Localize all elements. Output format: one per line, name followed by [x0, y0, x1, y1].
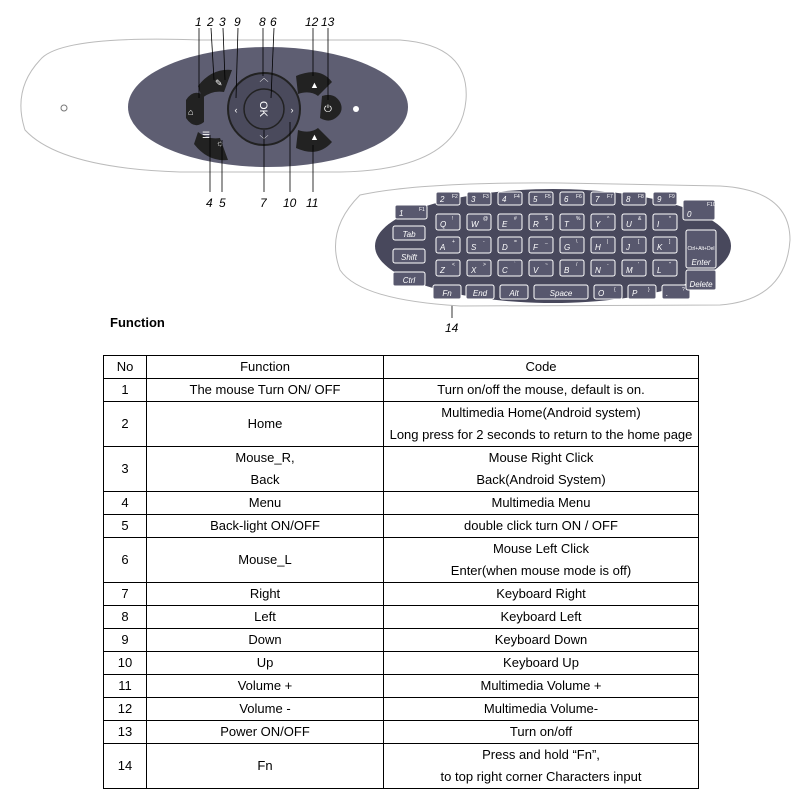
cell-function [147, 652, 384, 675]
key-k-r3-label: K [657, 243, 663, 252]
cell-code-line: Multimedia Volume- [483, 701, 599, 716]
cell-function [147, 744, 384, 789]
cell-code-line: Enter(when mouse mode is off) [450, 563, 632, 578]
cell-code [384, 379, 699, 402]
cell-code-line: Multimedia Menu [491, 495, 591, 510]
cell-no: 4 [104, 492, 147, 515]
key-q-r2-alt-label: ! [452, 216, 454, 222]
table-row [104, 492, 699, 515]
table-row [104, 447, 699, 492]
key-o-label: O [598, 289, 605, 298]
key-i-r2-alt-label: * [669, 216, 671, 222]
key-v-r4-label: V [533, 266, 539, 275]
key-l-r4-alt-label: " [669, 262, 671, 268]
table-row [104, 402, 699, 447]
header-no: No [104, 356, 147, 379]
key-3-alt-label: F3 [483, 194, 489, 200]
key-g-r3-label: G [564, 243, 571, 252]
cell-no: 13 [104, 721, 147, 744]
key-z-r4-label: Z [440, 266, 445, 275]
cell-code-line: Multimedia Home(Android system) [441, 405, 641, 420]
key-u-r2-alt-label: & [638, 216, 642, 222]
cell-no: 3 [104, 447, 147, 492]
key-r-r2-alt-label: $ [545, 216, 548, 222]
cell-no: 7 [104, 583, 147, 606]
callout-11: 11 [306, 196, 319, 210]
key-p-label: P [632, 289, 638, 298]
callout-6: 6 [270, 15, 277, 29]
callout-1: 1 [195, 15, 202, 29]
key-period-alt-label: ? [682, 287, 685, 293]
callout-2: 2 [207, 15, 214, 29]
callout-13: 13 [321, 15, 335, 29]
ir-window [353, 106, 359, 112]
key-u-r2-label: U [626, 220, 632, 229]
key-tab-label: Tab [402, 230, 416, 239]
menu-icon: ☰ [202, 130, 211, 140]
key-2-label: 2 [440, 195, 445, 204]
cell-function-line: The mouse Turn ON/ OFF [189, 382, 341, 397]
key-c-r4-label: C [502, 266, 508, 275]
cell-function-line: Volume + [237, 678, 293, 693]
key-z-r4-alt-label: < [452, 262, 455, 268]
cell-code [384, 583, 699, 606]
key-6-label: 6 [564, 195, 569, 204]
cell-code-line: Turn on/off [509, 724, 573, 739]
cell-function-line: Down [248, 632, 282, 647]
key-3-label: 3 [471, 195, 476, 204]
table-row [104, 538, 699, 583]
table-row [104, 606, 699, 629]
cell-function-line: Right [249, 586, 281, 601]
volume-plus-icon: ▲ [310, 132, 319, 142]
cell-no: 11 [104, 675, 147, 698]
cell-function-line: Back-light ON/OFF [210, 518, 320, 533]
cell-code-line: Mouse Right Click [488, 450, 594, 465]
cell-code [384, 447, 699, 492]
key-s-r3-label: S [471, 243, 477, 252]
key-5-label: 5 [533, 195, 538, 204]
callout-3: 3 [219, 15, 226, 29]
key-1-label: 1 [399, 209, 404, 218]
cell-function-line: Menu [248, 495, 282, 510]
cell-function [147, 538, 384, 583]
cell-no: 2 [104, 402, 147, 447]
cell-code [384, 698, 699, 721]
dpad-right-icon[interactable]: › [290, 105, 294, 115]
key-period-label: . [666, 289, 669, 298]
key-k-r3-alt-label: ] [669, 239, 671, 245]
cell-code-line: Press and hold “Fn”, [482, 747, 600, 762]
cell-function-line: Up [256, 655, 274, 670]
dpad-left-icon[interactable]: ‹ [234, 105, 238, 115]
key-0-alt-label: F10 [707, 202, 716, 208]
key-i-r2-label: I [657, 220, 660, 229]
key-y-r2-label: Y [595, 220, 601, 229]
cell-function [147, 583, 384, 606]
cell-no: 6 [104, 538, 147, 583]
key-enter-label: Enter [691, 258, 711, 267]
cell-code-line: Keyboard Left [500, 609, 582, 624]
cell-function-line: Left [254, 609, 276, 624]
cell-code-line: Turn on/off the mouse, default is on. [437, 382, 645, 397]
key-end-label: End [472, 289, 488, 298]
cell-code [384, 538, 699, 583]
table-row [104, 744, 699, 789]
home-icon: ⌂ [188, 107, 194, 117]
callout-14: 14 [445, 321, 459, 335]
cell-code [384, 652, 699, 675]
backlight-icon: ☼ [216, 138, 225, 148]
cell-function [147, 492, 384, 515]
key-0-label: 0 [687, 210, 692, 219]
key-j-r3-label: J [626, 243, 630, 252]
cell-function-line: Power ON/OFF [220, 724, 310, 739]
key-4-alt-label: F4 [514, 194, 520, 200]
cell-code-line: to top right corner Characters input [440, 769, 642, 784]
cell-function [147, 629, 384, 652]
cell-code [384, 606, 699, 629]
key-o-alt-label: { [614, 287, 616, 293]
key-t-r2-label: T [564, 220, 569, 229]
key-g-r3-alt-label: \ [576, 239, 578, 245]
key-7-label: 7 [595, 195, 600, 204]
key-5-alt-label: F5 [545, 194, 551, 200]
section-title: Function [110, 315, 165, 330]
key-space-label: Space [549, 289, 573, 298]
key-n-r4-label: N [595, 266, 601, 275]
cell-function [147, 698, 384, 721]
key-alt-label: Alt [509, 289, 519, 298]
key-t-r2-alt-label: % [576, 216, 581, 222]
key-8-alt-label: F8 [638, 194, 644, 200]
callout-9: 9 [234, 15, 241, 29]
cell-code-line: Keyboard Up [503, 655, 579, 670]
cell-code [384, 402, 699, 447]
cell-code-line: Keyboard Right [496, 586, 586, 601]
key-j-r3-alt-label: [ [638, 239, 640, 245]
cell-code [384, 492, 699, 515]
cell-code [384, 744, 699, 789]
key-r-r2-label: R [533, 220, 539, 229]
cell-function [147, 447, 384, 492]
cell-code [384, 515, 699, 538]
table-row [104, 721, 699, 744]
callout-7: 7 [260, 196, 267, 210]
cell-no: 12 [104, 698, 147, 721]
callout-4: 4 [206, 196, 213, 210]
key-1-alt-label: F1 [419, 207, 425, 213]
indicator-led [61, 105, 67, 111]
key-a-r3-alt-label: + [452, 239, 455, 245]
key-b-r4-alt-label: / [576, 262, 578, 268]
cell-function [147, 675, 384, 698]
cell-function-line: Fn [257, 758, 273, 773]
key-b-r4-label: B [564, 266, 570, 275]
key-s-r3-alt-label: - [483, 239, 485, 245]
cell-function-line: Mouse_R, [235, 450, 295, 465]
cell-code-line: Back(Android System) [476, 472, 606, 487]
callout-8: 8 [259, 15, 266, 29]
cell-code-line: Long press for 2 seconds to return to the home page [389, 427, 693, 442]
table-header-row [104, 356, 699, 379]
cell-function [147, 515, 384, 538]
key-a-r3-label: A [440, 243, 446, 252]
cell-no: 1 [104, 379, 147, 402]
key-fn-label: Fn [442, 289, 452, 298]
key-q-r2-label: Q [440, 220, 447, 229]
table-row [104, 652, 699, 675]
header-function: Function [147, 356, 384, 379]
dpad-up-icon[interactable]: ︿ [259, 73, 269, 83]
key-9-label: 9 [657, 195, 662, 204]
table-row [104, 379, 699, 402]
key-d-r3-label: D [502, 243, 508, 252]
table-row [104, 583, 699, 606]
cell-function [147, 379, 384, 402]
cell-function [147, 721, 384, 744]
key-shift-label: Shift [400, 253, 418, 262]
remote-illustration [0, 0, 800, 340]
key-m-r4-alt-label: ' [638, 262, 639, 268]
key-h-r3-label: H [595, 243, 601, 252]
table-row [104, 629, 699, 652]
cell-code-line: Mouse Left Click [492, 541, 590, 556]
power-icon: ⏻ [324, 104, 332, 115]
key-x-r4-label: X [471, 266, 477, 275]
cell-no: 14 [104, 744, 147, 789]
key-h-r3-alt-label: | [607, 239, 609, 245]
key-w-r2-alt-label: @ [483, 216, 489, 222]
cell-function-line: Mouse_L [238, 552, 292, 567]
cell-function-line: Back [250, 472, 280, 487]
key-d-r3-alt-label: = [514, 239, 517, 245]
cell-function-line: Volume - [239, 701, 291, 716]
key-n-r4-alt-label: - [607, 262, 609, 268]
key-4-label: 4 [502, 195, 507, 204]
cell-function-line: Home [247, 416, 283, 431]
key-7-alt-label: F7 [607, 194, 613, 200]
key-2-alt-label: F2 [452, 194, 458, 200]
key-x-r4-alt-label: > [483, 262, 486, 268]
key-c-r4-alt-label: ` [514, 262, 516, 268]
callout-10: 10 [283, 196, 297, 210]
key-v-r4-alt-label: ~ [545, 262, 548, 268]
key-ctrl-label: Ctrl [402, 276, 416, 285]
key-f-r3-alt-label: _ [545, 239, 548, 245]
key-f-r3-label: F [533, 243, 538, 252]
callout-12: 12 [305, 15, 319, 29]
key-e-r2-label: E [502, 220, 508, 229]
key-delete-label: Delete [689, 280, 713, 289]
mouse-icon: ✎ [215, 78, 223, 88]
key-e-r2-alt-label: # [514, 216, 517, 222]
key-l-r4-label: L [657, 266, 662, 275]
table-row [104, 698, 699, 721]
table-row [104, 515, 699, 538]
key-enter-alt-label: Ctrl+Alt+Del [687, 246, 715, 252]
key-6-alt-label: F6 [576, 194, 582, 200]
cell-code [384, 721, 699, 744]
key-m-r4-label: M [626, 266, 633, 275]
cell-no: 9 [104, 629, 147, 652]
cell-code [384, 675, 699, 698]
cell-no: 5 [104, 515, 147, 538]
cell-code-line: Keyboard Down [494, 632, 588, 647]
cell-code-line: Multimedia Volume + [480, 678, 602, 693]
cell-function [147, 606, 384, 629]
cell-code [384, 629, 699, 652]
cell-no: 10 [104, 652, 147, 675]
table-row [104, 675, 699, 698]
ok-label: OK [257, 101, 269, 117]
callout-5: 5 [219, 196, 226, 210]
key-y-r2-alt-label: ^ [607, 216, 610, 222]
key-8-label: 8 [626, 195, 631, 204]
cell-no: 8 [104, 606, 147, 629]
key-w-r2-label: W [471, 220, 479, 229]
function-table [103, 355, 699, 789]
volume-minus-icon: ▲ [310, 80, 319, 90]
cell-function [147, 402, 384, 447]
key-p-alt-label: } [648, 287, 650, 293]
header-code: Code [384, 356, 699, 379]
cell-code-line: double click turn ON / OFF [464, 518, 618, 533]
dpad-down-icon[interactable]: ﹀ [259, 135, 269, 145]
key-9-alt-label: F9 [669, 194, 675, 200]
